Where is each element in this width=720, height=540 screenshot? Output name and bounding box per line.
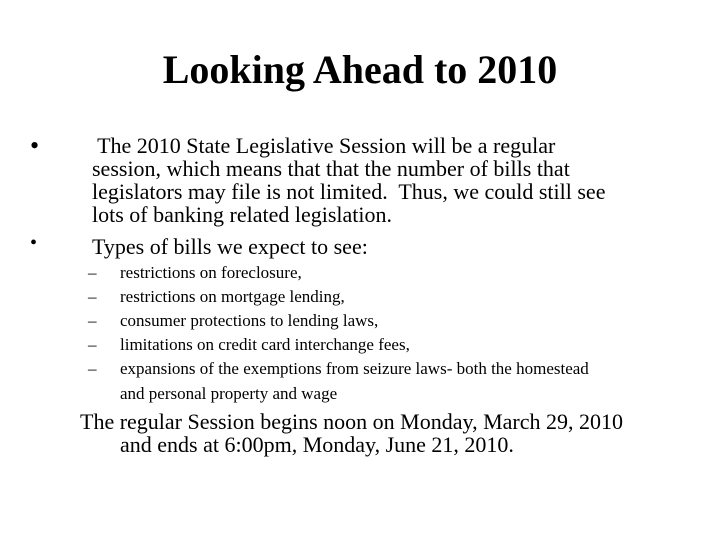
- slide-title: Looking Ahead to 2010: [162, 47, 558, 92]
- sub-item-text: restrictions on foreclosure,: [120, 263, 302, 282]
- bullet-1-line-3: legislators may file is not limited. Thus, we could still see: [92, 179, 606, 204]
- bullet-2-text: Types of bills we expect to see:: [92, 234, 368, 259]
- sub-item-continuation: and personal property and wage: [120, 384, 338, 403]
- closing-line-2: and ends at 6:00pm, Monday, June 21, 2010.: [120, 432, 514, 457]
- bullet-marker-1: •: [30, 131, 40, 160]
- sub-item-text: consumer protections to lending laws,: [120, 311, 379, 330]
- bullet-1-line-2: session, which means that that the number of bills that: [92, 156, 570, 181]
- sub-item-text: expansions of the exemptions from seizure laws- both the homestead: [120, 359, 589, 378]
- dash-marker: –: [88, 263, 97, 282]
- closing-line-1: The regular Session begins noon on Monday, March 29, 2010: [80, 409, 623, 434]
- bullet-1-line-4: lots of banking related legislation.: [92, 202, 392, 227]
- dash-marker: –: [88, 359, 97, 378]
- dash-marker: –: [88, 335, 97, 354]
- sub-item-text: restrictions on mortgage lending,: [120, 287, 345, 306]
- bullet-marker-2: •: [30, 232, 38, 254]
- bullet-1-text: [92, 134, 712, 226]
- dash-marker: –: [88, 311, 97, 330]
- dash-marker: –: [88, 287, 97, 306]
- sub-item-text: limitations on credit card interchange fees,: [120, 335, 410, 354]
- bullet-1-line-1: The 2010 State Legislative Session will be a regular: [92, 133, 556, 158]
